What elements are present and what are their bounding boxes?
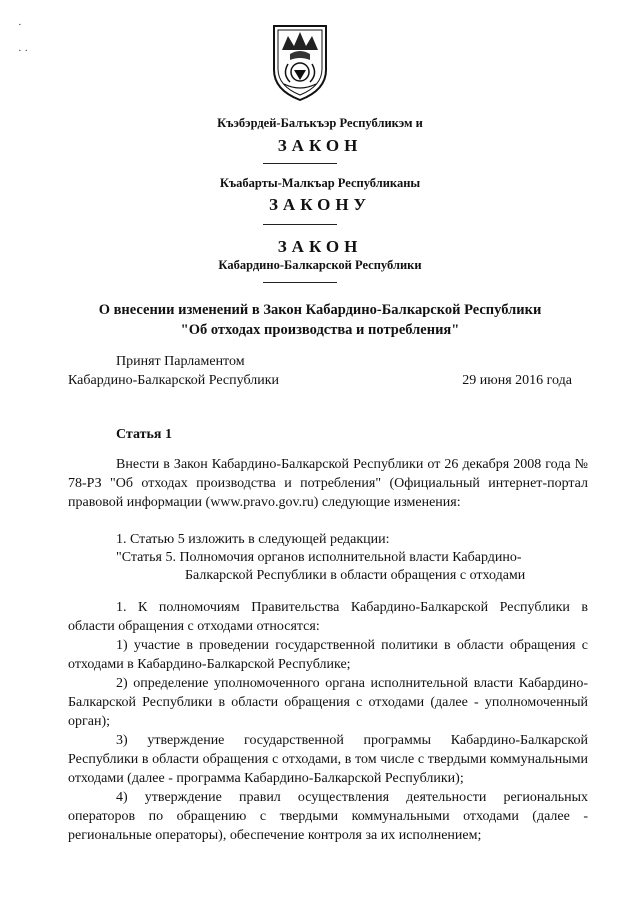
intro-paragraph: Внести в Закон Кабардино-Балкарской Республики от 26 декабря 2008 года № 78-РЗ "Об отходах производства и потребления" (Официальный интернет-портал правовой информации (www.pravo.gov.ru) следующие изменения: <box>68 457 588 510</box>
divider <box>263 282 337 283</box>
coat-of-arms-icon <box>268 20 332 102</box>
kabardian-law-heading: ЗАКОН <box>277 136 363 155</box>
balkar-republic-heading: Къабарты-Малкъар Республиканы <box>219 176 421 190</box>
russian-republic-heading: Кабардино-Балкарской Республики <box>218 258 422 272</box>
quote-line: Балкарской Республики в области обращения с отходами <box>185 568 526 583</box>
title-line: О внесении изменений в Закон Кабардино-Балкарской Республики <box>98 302 542 318</box>
paragraph: 1. К полномочиям Правительства Кабардино-Балкарской Республики в области обращения с отходами относятся: <box>68 600 588 634</box>
divider <box>263 224 337 225</box>
margin-mark: · · <box>18 45 29 57</box>
adoption-body: Кабардино-Балкарской Республики <box>68 373 279 388</box>
adoption-line: Принят Парламентом <box>116 354 245 369</box>
article-heading: Статья 1 <box>116 427 172 442</box>
list-item: 1. Статью 5 изложить в следующей редакции: <box>116 532 390 547</box>
margin-marks <box>18 18 28 58</box>
margin-mark: · <box>18 19 22 31</box>
paragraph: 4) утверждение правил осуществления деятельности региональных операторов по обращению с твердыми коммунальными отходами (далее - региональные операторы), обеспечение контроля за их исполнением; <box>68 790 588 843</box>
quote-line: "Статья 5. Полномочия органов исполнительной власти Кабардино- <box>116 550 522 565</box>
paragraph: 3) утверждение государственной программы Кабардино-Балкарской Республики в области обращения с отходами, в том числе с твердыми коммунальными отходами (далее - программа Кабардино-Балкарской Республики); <box>68 733 588 786</box>
russian-law-heading: ЗАКОН <box>277 237 363 256</box>
document-title <box>60 300 580 340</box>
paragraph: 2) определение уполномоченного органа исполнительной власти Кабардино-Балкарской Республики в области обращения с отходами (далее - уполномоченный орган); <box>68 676 588 729</box>
divider <box>263 163 337 164</box>
balkar-law-heading: ЗАКОНУ <box>268 195 372 214</box>
title-line: "Об отходах производства и потребления" <box>180 322 460 338</box>
paragraph: 1) участие в проведении государственной политики в области обращения с отходами в Кабардино-Балкарской Республике; <box>68 638 588 672</box>
kabardian-republic-heading: Къэбэрдей-Балъкъэр Республикэм и <box>217 116 423 130</box>
adoption-date: 29 июня 2016 года <box>462 373 572 388</box>
